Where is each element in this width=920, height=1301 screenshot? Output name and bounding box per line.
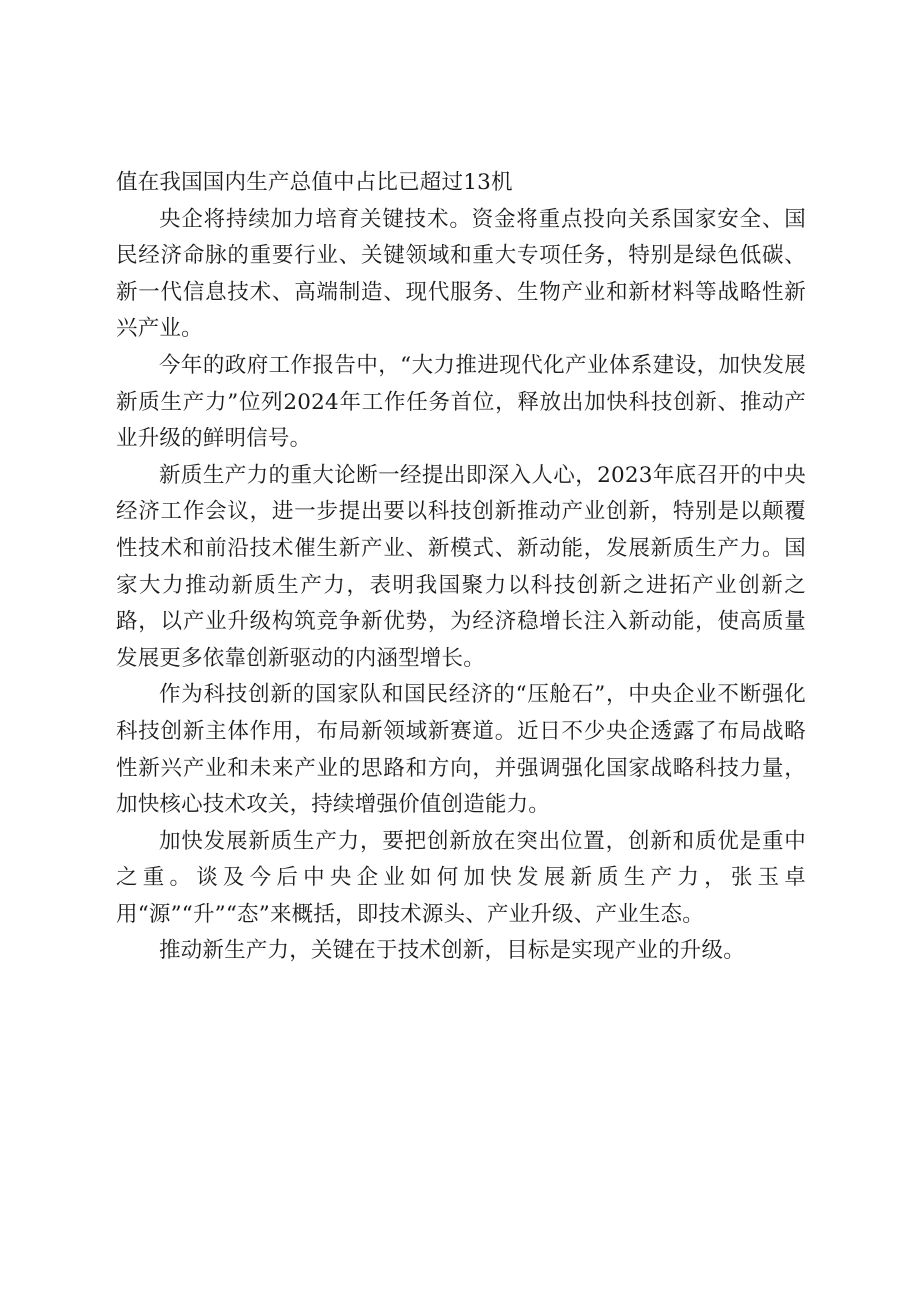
paragraph-technology-upgrade: 推动新生产力，关键在于技术创新，目标是实现产业的升级。 [159,938,745,964]
paragraph-new-productivity: 新质生产力的重大论断一经提出即深入人心，2023年底召开的中央经济工作会议，进一步提出要以科技创新推动产业创新，特别是以颠覆性技术和前沿技术催生新产业、新模式、新动能，发展新质生产力。国家大力推动新质生产力，表明我国聚力以科技创新之进拓产业创新之路，以产业升级构筑竞争新优势，为经济稳增长注入新动能，使高质量发展更多依靠创新驱动的内涵型增长。 [116,462,806,671]
paragraph-continuation: 值在我国国内生产总值中占比已超过13机 [116,170,513,195]
paragraph-key-technology: 央企将持续加力培育关键技术。资金将重点投向关系国家安全、国民经济命脉的重要行业、关键领域和重大专项任务，特别是绿色低碳、新一代信息技术、高端制造、现代服务、生物产业和新材料等战略性新兴产业。 [116,206,806,342]
paragraph-central-enterprises: 作为科技创新的国家队和国民经济的“压舱石”，中央企业不断强化科技创新主体作用，布局新领域新赛道。近日不少央企透露了布局战略性新兴产业和未来产业的思路和方向，并强调强化国家战略科技力量，加快核心技术攻关，持续增强价值创造能力。 [116,682,806,818]
document-body [116,165,806,970]
paragraph-innovation-priority: 加快发展新质生产力，要把创新放在突出位置，创新和质优是重中之重。谈及今后中央企业如何加快发展新质生产力，张玉卓用“源”“升”“态”来概括，即技术源头、产业升级、产业生态。 [116,828,806,927]
paragraph-government-report: 今年的政府工作报告中，“大力推进现代化产业体系建设，加快发展新质生产力”位列2024年工作任务首位，释放出加快科技创新、推动产业升级的鲜明信号。 [116,352,806,452]
